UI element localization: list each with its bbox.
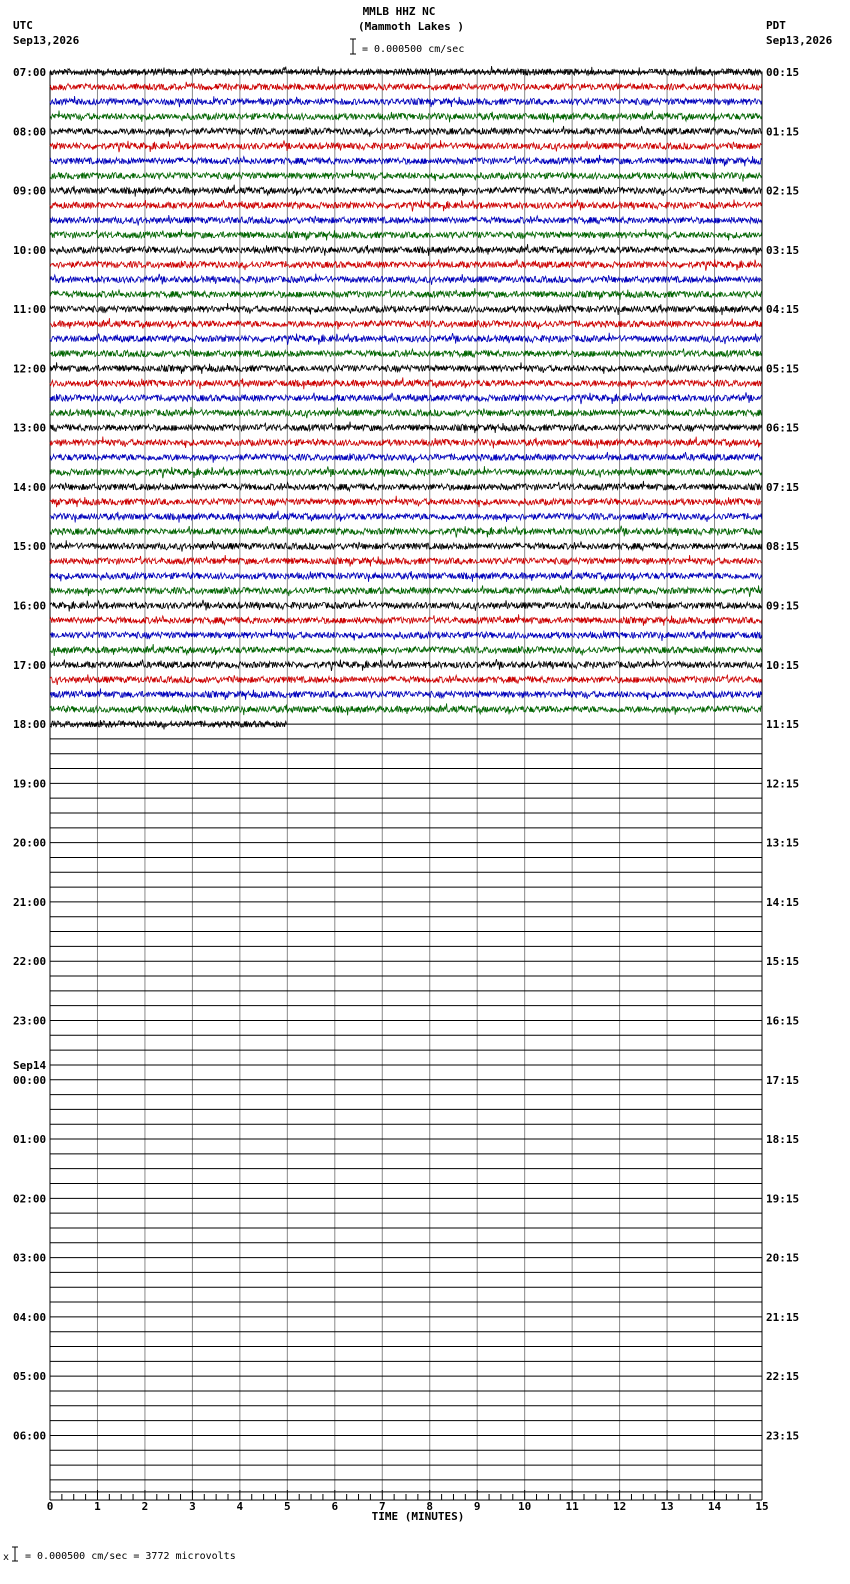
seismic-trace [50,555,762,567]
utc-hour-label: 22:00 [13,955,47,969]
seismic-trace [50,215,762,226]
pdt-hour-label: 03:15 [766,243,800,257]
utc-hour-label: 17:00 [13,658,47,672]
seismic-trace [50,422,762,434]
footer-scale-bar-icon [12,1547,18,1561]
seismic-trace [50,155,762,166]
pdt-hour-label: 09:15 [766,599,800,613]
seismic-trace [50,259,762,270]
seismic-trace [50,481,762,491]
pdt-hour-label: 05:15 [766,362,800,376]
utc-hour-label: 07:00 [13,66,47,79]
pdt-hour-labels [766,66,799,1442]
pdt-hour-label: 01:15 [766,125,800,139]
right-date: Sep13,2026 [766,34,833,47]
utc-hour-label: 06:00 [13,1429,47,1443]
utc-hour-label: 18:00 [13,718,47,732]
station-title: MMLB HHZ NC [362,5,436,18]
pdt-hour-label: 18:15 [766,1133,800,1147]
utc-hour-label: 10:00 [13,243,47,257]
seismic-trace [50,526,762,538]
x-tick-label: 4 [236,1500,244,1513]
x-tick-label: 0 [46,1500,54,1513]
seismic-trace [50,96,762,107]
pdt-hour-label: 17:15 [766,1073,800,1087]
utc-hour-label: 23:00 [13,1014,47,1028]
pdt-hour-label: 07:15 [766,480,800,494]
x-tick-label: 1 [94,1500,101,1513]
x-tick-label: 11 [565,1500,579,1513]
seismic-trace [50,185,762,197]
scale-bar-icon [350,39,356,54]
x-axis-title: TIME (MINUTES) [371,1510,465,1523]
x-tick-label: 15 [755,1500,769,1513]
utc-hour-label: 01:00 [13,1133,47,1147]
utc-hour-label: 05:00 [13,1370,47,1384]
seismic-trace [50,629,762,641]
utc-hour-label: 02:00 [13,1192,47,1206]
seismic-trace [50,66,762,76]
x-tick-label: 2 [141,1500,149,1513]
pdt-hour-label: 12:15 [766,777,800,791]
pdt-hour-label: 08:15 [766,540,800,554]
seismic-trace [50,659,762,671]
pdt-hour-label: 02:15 [766,184,800,198]
seismic-trace [50,288,762,300]
pdt-hour-label: 04:15 [766,303,800,317]
x-tick-label: 3 [189,1500,196,1513]
footer-scale-note: = 0.000500 cm/sec = 3772 microvolts [25,1551,236,1562]
utc-hour-label: 15:00 [13,540,47,554]
right-timezone: PDT [766,19,786,32]
pdt-hour-label: 11:15 [766,718,800,732]
seismic-trace [50,540,762,551]
station-location: (Mammoth Lakes ) [358,20,464,33]
footer-scale [3,1547,236,1563]
scale-label: = 0.000500 cm/sec [362,44,465,55]
footer-marker: x [3,1552,10,1563]
seismic-trace [50,362,762,374]
chart-header [13,5,833,55]
pdt-hour-label: 20:15 [766,1251,800,1265]
left-timezone: UTC [13,19,33,32]
seismic-trace [50,703,762,715]
x-tick-label: 9 [473,1500,481,1513]
x-tick-label: 10 [518,1500,532,1513]
seismic-trace [50,377,762,389]
pdt-hour-label: 00:15 [766,66,800,79]
seismic-trace [50,614,762,626]
seismic-traces [50,66,762,730]
x-tick-label: 12 [612,1500,627,1513]
seismic-trace [50,452,762,463]
pdt-hour-label: 15:15 [766,955,800,969]
pdt-hour-label: 16:15 [766,1014,800,1028]
seismic-trace [50,229,762,240]
seismic-trace [50,674,762,685]
seismic-trace [50,82,762,92]
seismic-trace [50,126,762,137]
seismic-trace [50,600,762,612]
seismic-trace [50,244,762,256]
seismic-trace [50,170,762,182]
seismic-trace [50,720,287,729]
seismic-trace [50,274,762,285]
seismic-trace [50,111,762,123]
pdt-hour-label: 14:15 [766,895,800,909]
utc-hour-label: 14:00 [13,480,47,494]
x-tick-label: 14 [707,1500,722,1513]
pdt-hour-label: 06:15 [766,421,800,435]
seismic-trace [50,570,762,582]
seismic-trace [50,407,762,418]
utc-hour-label: 12:00 [13,362,47,376]
utc-hour-label: 20:00 [13,836,47,850]
x-tick-label: 5 [284,1500,291,1513]
utc-hour-label: 00:00 [13,1073,47,1087]
utc-hour-label: 16:00 [13,599,47,613]
seismic-trace [50,466,762,478]
seismic-trace [50,303,762,315]
seismic-trace [50,200,762,212]
x-tick-label: 13 [660,1500,674,1513]
utc-hour-label: 11:00 [13,303,47,317]
utc-hour-label: 03:00 [13,1251,47,1265]
seismic-trace [50,644,762,656]
seismic-trace [50,140,762,152]
utc-hour-label: 19:00 [13,777,47,791]
plot-frame [50,72,762,1492]
utc-hour-label: 04:00 [13,1310,47,1324]
seismic-trace [50,585,762,596]
pdt-hour-label: 10:15 [766,658,800,672]
utc-date-change-label: Sep14 [13,1058,47,1072]
utc-hour-label: 13:00 [13,421,47,435]
seismic-trace [50,688,762,700]
left-date: Sep13,2026 [13,34,80,47]
seismic-trace [50,318,762,329]
seismic-trace [50,496,762,507]
pdt-hour-label: 22:15 [766,1370,800,1384]
seismic-trace [50,392,762,404]
utc-hour-label: 21:00 [13,895,47,909]
utc-hour-labels [13,66,46,1442]
seismic-trace [50,333,762,345]
pdt-hour-label: 19:15 [766,1192,800,1206]
seismic-trace [50,349,762,358]
x-tick-label: 6 [331,1500,339,1513]
utc-hour-label: 08:00 [13,125,47,139]
seismic-trace [50,511,762,523]
x-tick-label: 7 [378,1500,386,1513]
seismic-trace [50,437,762,449]
plot-grid [50,72,762,1492]
x-tick-label: 8 [426,1500,434,1513]
utc-hour-label: 09:00 [13,184,47,198]
pdt-hour-label: 23:15 [766,1429,800,1443]
pdt-hour-label: 21:15 [766,1310,800,1324]
pdt-hour-label: 13:15 [766,836,800,850]
